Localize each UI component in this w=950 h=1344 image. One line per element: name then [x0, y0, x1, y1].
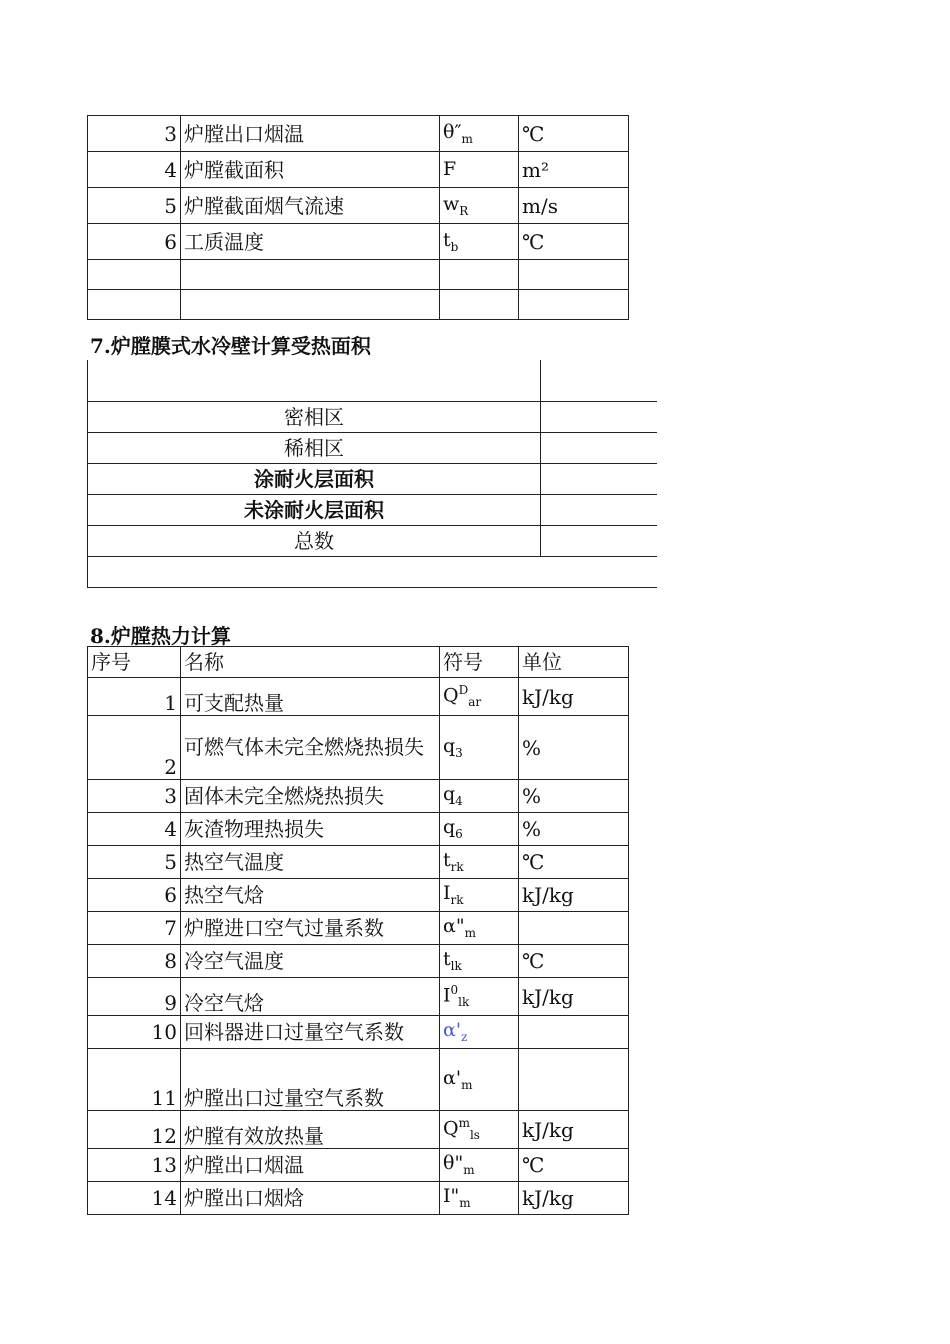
row-symbol: $\alpha"_m$ [440, 912, 519, 945]
row-symbol: $\alpha'_z$ [440, 1016, 519, 1049]
table-row [88, 116, 629, 152]
dilute-zone-label: 稀相区 [88, 432, 541, 463]
row-name: 炉膛出口过量空气系数 [181, 1049, 440, 1111]
header-symbol: 符号 [440, 647, 519, 678]
row-name: 炉膛截面积 [181, 152, 440, 188]
row-unit: m/s [519, 188, 629, 224]
row-unit: % [519, 716, 629, 780]
row-number: 8 [88, 945, 181, 978]
row-symbol: $\alpha'_m$ [440, 1049, 519, 1111]
row-number: 2 [88, 716, 181, 780]
top-table [87, 115, 629, 320]
row-symbol: $q_6$ [440, 813, 519, 846]
row-unit: kJ/kg [519, 879, 629, 912]
row-number: 3 [88, 780, 181, 813]
table-row [88, 879, 629, 912]
table-row [88, 780, 629, 813]
row-unit: kJ/kg [519, 978, 629, 1016]
row-name: 炉膛出口烟温 [181, 1149, 440, 1182]
row-unit: ℃ [519, 945, 629, 978]
row-unit: % [519, 780, 629, 813]
row-symbol: $q_3$ [440, 716, 519, 780]
section-8-table [87, 646, 629, 1215]
row-name: 灰渣物理热损失 [181, 813, 440, 846]
table-row [88, 716, 629, 780]
table-row [88, 678, 629, 716]
table-row [88, 912, 629, 945]
row-unit: ℃ [519, 846, 629, 879]
row-symbol: $t_{rk}$ [440, 846, 519, 879]
header-name: 名称 [181, 647, 440, 678]
row-name: 可燃气体未完全燃烧热损失 [181, 716, 440, 780]
row-symbol: $I^0_{lk}$ [440, 978, 519, 1016]
table-row [88, 360, 657, 401]
row-unit: kJ/kg [519, 1182, 629, 1215]
table-row [88, 1049, 629, 1111]
row-name: 热空气温度 [181, 846, 440, 879]
table-row [88, 1111, 629, 1149]
table-row [88, 1016, 629, 1049]
row-unit: % [519, 813, 629, 846]
row-symbol: $I_{rk}$ [440, 879, 519, 912]
table-row [88, 463, 657, 494]
row-symbol: $I"_m$ [440, 1182, 519, 1215]
row-symbol: $Q^m_{ls}$ [440, 1111, 519, 1149]
row-number: 9 [88, 978, 181, 1016]
row-name: 炉膛出口烟温 [181, 116, 440, 152]
row-name: 回料器进口过量空气系数 [181, 1016, 440, 1049]
section-7-table [87, 360, 657, 588]
row-name: 可支配热量 [181, 678, 440, 716]
row-name: 炉膛进口空气过量系数 [181, 912, 440, 945]
table-row [88, 813, 629, 846]
dense-zone-label: 密相区 [88, 401, 541, 432]
row-number: 6 [88, 879, 181, 912]
row-symbol: $\theta''_m$ [440, 116, 519, 152]
row-name: 固体未完全燃烧热损失 [181, 780, 440, 813]
row-number: 11 [88, 1049, 181, 1111]
row-symbol: $Q^D_{ar}$ [440, 678, 519, 716]
row-number: 10 [88, 1016, 181, 1049]
table-row [88, 1182, 629, 1215]
row-symbol: $t_{lk}$ [440, 945, 519, 978]
row-symbol: $w_R$ [440, 188, 519, 224]
row-number: 12 [88, 1111, 181, 1149]
table-row [88, 978, 629, 1016]
row-number: 5 [88, 188, 181, 224]
header-unit: 单位 [519, 647, 629, 678]
table-row [88, 494, 657, 525]
row-unit [519, 1016, 629, 1049]
table-row [88, 188, 629, 224]
row-name: 热空气焓 [181, 879, 440, 912]
row-number: 5 [88, 846, 181, 879]
row-name: 炉膛有效放热量 [181, 1111, 440, 1149]
row-name: 炉膛截面烟气流速 [181, 188, 440, 224]
table-row [88, 432, 657, 463]
row-unit: kJ/kg [519, 678, 629, 716]
refractory-area-label: 涂耐火层面积 [88, 463, 541, 494]
row-symbol: F [440, 152, 519, 188]
total-label: 总数 [88, 525, 541, 556]
section-7-title: 7.炉膛膜式水冷壁计算受热面积 [90, 334, 371, 358]
row-name: 冷空气温度 [181, 945, 440, 978]
table-row [88, 152, 629, 188]
row-number: 13 [88, 1149, 181, 1182]
row-number: 4 [88, 152, 181, 188]
row-symbol: $\theta"_m$ [440, 1149, 519, 1182]
row-unit: ℃ [519, 1149, 629, 1182]
row-unit: ℃ [519, 116, 629, 152]
row-symbol: $q_4$ [440, 780, 519, 813]
row-name: 炉膛出口烟焓 [181, 1182, 440, 1215]
row-number: 4 [88, 813, 181, 846]
section-8-title: 8.炉膛热力计算 [90, 624, 231, 648]
row-name: 冷空气焓 [181, 978, 440, 1016]
row-symbol: $t_b$ [440, 224, 519, 260]
row-unit [519, 1049, 629, 1111]
table-row [88, 945, 629, 978]
table-row [88, 846, 629, 879]
table-row [88, 401, 657, 432]
row-number: 1 [88, 678, 181, 716]
table-row [88, 525, 657, 556]
row-name: 工质温度 [181, 224, 440, 260]
table-row [88, 1149, 629, 1182]
empty-row [88, 556, 657, 587]
row-number: 7 [88, 912, 181, 945]
row-number: 14 [88, 1182, 181, 1215]
header-row [88, 647, 629, 678]
row-unit: m² [519, 152, 629, 188]
table-row [88, 224, 629, 260]
row-number: 6 [88, 224, 181, 260]
row-number: 3 [88, 116, 181, 152]
empty-row [88, 260, 629, 290]
empty-row [88, 290, 629, 320]
row-unit: kJ/kg [519, 1111, 629, 1149]
non-refractory-area-label: 未涂耐火层面积 [88, 494, 541, 525]
row-unit: ℃ [519, 224, 629, 260]
header-no: 序号 [88, 647, 181, 678]
row-unit [519, 912, 629, 945]
